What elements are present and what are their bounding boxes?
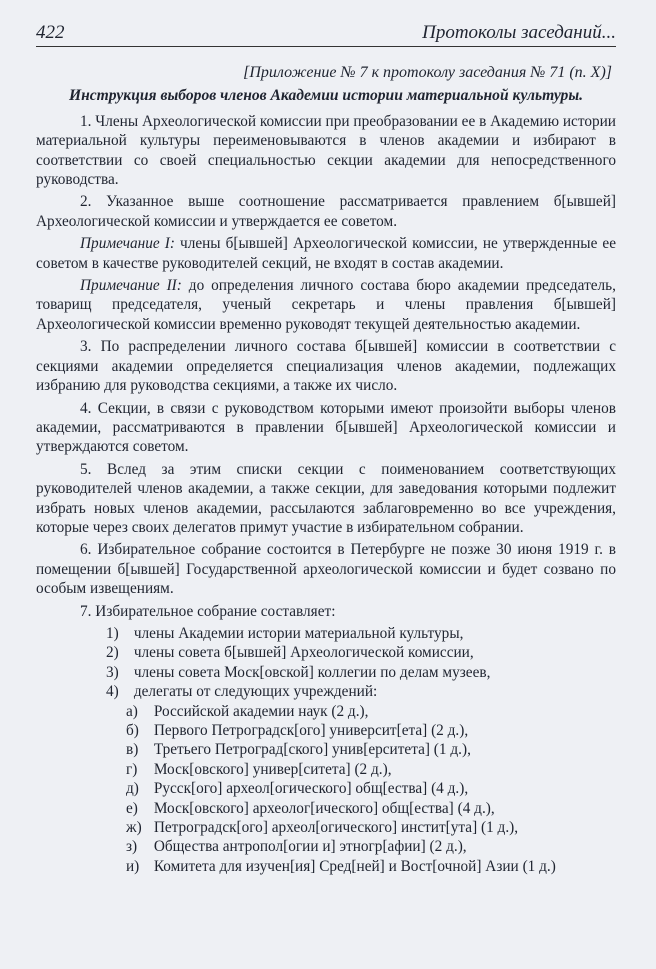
list-item-label: 3) xyxy=(106,663,119,681)
sub-list-item xyxy=(36,721,616,740)
sub-list-item-label: в) xyxy=(126,741,139,759)
sub-list-item-text: Российской академии наук (2 д.), xyxy=(153,702,369,720)
list-item-text: члены совета Моск[овской] коллегии по делам музеев, xyxy=(133,663,491,681)
document-heading: Инструкция выборов членов Академии истории материальной культуры. xyxy=(68,87,584,105)
paragraph-4: 4. Секции, в связи с руководством которыми имеют произойти выборы членов академии, рассматриваются в правлении б[ывшей] Археологической комиссии и утверждаются советом. xyxy=(36,399,616,456)
sub-list-item-label: а) xyxy=(126,702,138,720)
list-item-label: 4) xyxy=(106,683,119,701)
sub-list-item-label: б) xyxy=(126,722,139,739)
sub-list-item-text: Русск[ого] археол[огического] общ[ества] (4 д.), xyxy=(153,780,469,798)
running-title: Протоколы заседаний... xyxy=(422,22,616,43)
sub-list-item xyxy=(36,837,616,856)
paragraph-5: 5. Вслед за этим списки секции с поименованием соответствующих руководителей членов академии, а также секции, для заведования которыми подлежит избрать новых членов академии, рассылаются заблаговременно во все учреждения, которые через своих делегатов примут участие в избирательном собрании. xyxy=(36,460,616,536)
sub-list-item-text: Комитета для изучен[ия] Сред[ней] и Вост[очной] Азии (1 д.) xyxy=(153,857,556,875)
sub-list-item xyxy=(36,779,616,798)
note-2-text: до определения личного состава бюро академии председатель, товарищ председателя, ученый секретарь и члены правления б[ывшей] Археологической комиссии временно руководят текущей деятельностью академии. xyxy=(36,277,616,333)
sub-list-item xyxy=(36,702,616,721)
note-2 xyxy=(36,276,616,334)
list-item xyxy=(36,624,616,643)
list-item-text: делегаты от следующих учреждений: xyxy=(133,683,378,701)
paragraph-3: 3. По распределении личного состава б[ывшей] комиссии в соответствии с секциями академии определяется специализация членов академии, подлежащих избранию для руководства секциями, а также их число. xyxy=(36,338,616,395)
sub-list-item-label: ж) xyxy=(126,819,142,837)
list-item xyxy=(36,643,616,662)
sub-list-item-label: г) xyxy=(126,760,138,778)
sub-list-item-label: и) xyxy=(126,857,140,875)
list-item-text: члены Академии истории материальной культуры, xyxy=(133,624,464,642)
paragraph-6: 6. Избирательное собрание состоится в Петербурге не позже 30 июня 1919 г. в помещении б[ывшей] Государственной археологической комиссии и будет созвано по особым извещениям. xyxy=(36,541,616,598)
sub-list-item xyxy=(36,799,616,818)
document-body xyxy=(36,63,616,876)
sub-list-item-label: д) xyxy=(126,780,139,798)
sub-list-item-text: Третьего Петроград[ского] унив[ерситета] (1 д.), xyxy=(153,741,471,759)
sub-list-item xyxy=(36,760,616,779)
header-rule xyxy=(36,46,616,47)
sub-list-item xyxy=(36,857,616,876)
paragraph-1: 1. Члены Археологической комиссии при преобразовании ее в Академию истории материальной культуры переименовываются в членов академии и избирают в соответствии со своей специальностью секции академии для непосредственного руководства. xyxy=(36,112,616,189)
sub-list-item-label: з) xyxy=(126,838,138,856)
appendix-reference: [Приложение № 7 к протоколу заседания № 71 (п. X)] xyxy=(243,64,612,81)
sub-list-item xyxy=(36,740,616,759)
sub-list-item-text: Моск[овского] универ[ситета] (2 д.), xyxy=(153,760,392,778)
list-item-text: члены совета б[ывшей] Археологической комиссии, xyxy=(133,644,474,662)
paragraph-2: 2. Указанное выше соотношение рассматривается правлением б[ывшей] Археологической комиссии и утверждается ее советом. xyxy=(36,193,616,230)
sub-list-item-text: Петроградск[ого] археол[огического] инстит[ута] (1 д.), xyxy=(153,819,519,837)
sub-list-item-text: Первого Петроградск[ого] университ[ета] (2 д.), xyxy=(153,722,469,739)
list-item xyxy=(36,663,616,682)
note-1-text: члены б[ывшей] Археологической комиссии, не утвержденные ее советом в качестве руководителей секций, не входят в состав академии. xyxy=(36,235,616,272)
sub-list-item xyxy=(36,818,616,837)
sub-list-item-text: Общества антропол[огии и] этногр[афии] (2 д.), xyxy=(153,838,467,856)
sub-list-item-text: Моск[овского] археолог[ического] общ[ества] (4 д.), xyxy=(153,799,495,817)
sub-list-item-label: е) xyxy=(126,799,138,817)
list-item-label: 2) xyxy=(106,644,119,662)
page-header xyxy=(36,22,616,48)
list-item-label: 1) xyxy=(106,624,119,642)
note-1-label: Примечание I: xyxy=(80,235,175,253)
paragraph-7: 7. Избирательное собрание составляет: xyxy=(80,602,336,620)
note-1 xyxy=(36,234,616,273)
list-item xyxy=(36,682,616,701)
note-2-label: Примечание II: xyxy=(80,277,182,295)
page-number: 422 xyxy=(36,22,65,43)
